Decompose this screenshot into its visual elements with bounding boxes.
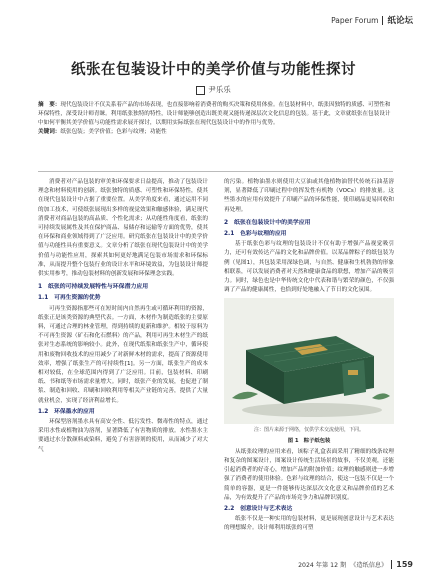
abstract-divider bbox=[38, 171, 393, 172]
section-1-1-paragraph: 可再生资源指那些可在短时间内自然再生或可循环利用的资源，纸张正是该类资源的典型代表。一方面，木材作为制造纸张的主要原料，可通过合理的林业管理，得到持续的更新和维护。相较于原料为不可再生资源（矿石和化石燃料）的产品，利用可再生木材生产的纸张对生态系统的影响较小。此外，在现代纸浆和纸张生产中，循环使用和废物回收技术的应用减少了对新鲜木材的需求，提高了资源使用效率，增强了纸张生产的可持续性[1]。另一方面，纸张生产的成本相对较低，在全球范围内得到了广泛应用。目前，包装材料、印刷纸、书和纸等市场需求量增大。同时，纸张产业的发展，也促进了制浆、制造和回收、印刷和回收利用等相关产业链的完善，提供了大量就业机会，实现了经济利益增长。 bbox=[38, 305, 208, 404]
zongzi-package-illustration bbox=[224, 298, 394, 424]
article-title: 纸张在包装设计中的美学价值与功能性探讨 bbox=[71, 62, 356, 78]
section-1-2-paragraph: 环保型溶剂墨水具有高安全性、低污发性、微毒性的特点，通过采用水性或植物油为溶剂，显著降低了有害物质的排放。水性墨水主要通过水分散颜料或染料，避免了有害溶剂的使用，从而减少了对大气 bbox=[38, 419, 208, 453]
section-zh: 纸论坛 bbox=[387, 16, 413, 26]
page-number: 159 bbox=[396, 560, 413, 569]
section-2-2-heading: 2.2 创意设计与艺术表达 bbox=[224, 506, 293, 513]
texture-paragraph: 从纸张纹理的应用来看，该粽子礼盒表面采用了精细的线条纹理和复杂的图案设计，图案设计传统生活场景的故事，不仅美观，还能引起消费者的好奇心，增加产品的附加价值；纹理的触感则进一步增强了消费者的使用体验。色彩与纹理的结合，使这一包装不仅是一个简单的容器，更是一件能够传达深层次文化意义和品牌价值的艺术品，为有效提升了产品的市场竞争力和品牌识别度。 bbox=[224, 448, 394, 501]
abstract-block bbox=[38, 101, 393, 137]
section-2-2-paragraph: 纸张不仅是一种实用的包装材料，更是展现创意设计与艺术表达的理想媒介。设计师利用纸张的可塑 bbox=[224, 516, 394, 532]
author-box-icon bbox=[196, 86, 205, 95]
section-1-2-heading: 1.2 环保墨水的应用 bbox=[38, 408, 95, 415]
keywords-label: 关键词： bbox=[38, 129, 61, 135]
section-2-1-paragraph: 基于纸张色彩与纹理的包装设计不仅有助于增强产品视觉吸引力，还可有效传达产品的文化和品牌价值。以某品牌粽子的纸包装为例（见图1），其包装采用深绿色调，与自然、健康和生机勃勃的形象相联系，可以发展消费者对天然和健康食品的联想，增加产品的吸引力。同时，绿色也是中华传统文化中代表和谐与繁荣的颜色，不仅强调了产品的健康属性，也恰到好处地融入了节日的文化氛围。 bbox=[224, 241, 394, 294]
page-footer bbox=[298, 560, 413, 569]
section-2-1-heading: 2.1 色彩与纹理的应用 bbox=[224, 231, 287, 238]
figure-source-note: 注：图片来源于网络，仅供学术交流使用，下同。 bbox=[253, 427, 364, 434]
author-name: 尹乐乐 bbox=[208, 85, 231, 94]
header-divider bbox=[382, 16, 383, 25]
left-column bbox=[38, 178, 208, 455]
section-1-1-heading: 1.1 可再生资源的优势 bbox=[38, 295, 101, 302]
author-line bbox=[0, 84, 427, 95]
section-1-heading: 1 纸张的可持续发展特性与环保潜力应用 bbox=[38, 284, 149, 291]
page-header bbox=[331, 14, 413, 26]
section-en: Paper Forum bbox=[331, 15, 379, 25]
abstract-text: 现代包装设计不仅关系着产品的市场表现，也直接影响着消费者的购买决策和使用体验。在包装材料中，纸张因独特的质感、可塑性和环保特性，深受设计师青睐。利用纸张独特的特性，设计师能够创造出既美观又能传递深层次文化信息的包装。基于此，文章就纸张在包装设计中如何平衡其美学价值与功能性需求展开探讨，以期用实际纸张在现代包装设计中的作用与优势。 bbox=[38, 102, 391, 126]
figure-zongzi-package bbox=[224, 298, 394, 424]
section-2-heading: 2 纸张在包装设计中的美学应用 bbox=[224, 219, 311, 226]
intro-paragraph: 消费者对产品包装的审美和环保要求日益提高，推动了包装设计理念和材料使用的创新。纸张独特的质感、可塑性和环保特性，使其在现代包装设计中占据了重要位置。从美学角度来看，通过运用不同的加工技术，可使纸张展现出多样的视觉效果和触感体验，满足现代消费者对商品包装的高品质、个性化需求；从功能性角度看，纸张的可持续发展属性及其在保护商品、易储存和运输等方面的优势，使其在环保和商业领域得到了广泛应用。研究纸张在包装设计中的美学价值与功能性具有重要意义。文章分析了纸张在现代包装设计中的美学价值与功能性应用，探索其如何更好地满足包装市场需求和环保标准，从而提升整个包装行业的设计水平和环境效益，为包装设计师提供实用参考，推动包装材料的创新发展和环保理念实践。 bbox=[38, 179, 208, 278]
abstract-label: 摘 要： bbox=[38, 102, 61, 108]
figure-caption: 图 1 粽子纸包装 bbox=[287, 437, 331, 444]
footer-divider bbox=[391, 560, 392, 569]
continued-paragraph: 的污染。植物油墨水则使用大豆油或其他植物油替代传统石油基溶剂，显著降低了印刷过程中的挥发性有机物（VOCs）的排放量。这些墨水的应用有效提升了印刷产品的环保性能，使印刷品更易回收和再处理。 bbox=[224, 179, 394, 213]
journal-name: 《造纸信息》 bbox=[350, 562, 388, 569]
keywords-text: 纸张包装；美学价值；色彩与纹理；功能性 bbox=[60, 129, 167, 135]
right-column bbox=[224, 178, 394, 534]
issue-label: 2024 年第 12 期 bbox=[298, 562, 347, 569]
